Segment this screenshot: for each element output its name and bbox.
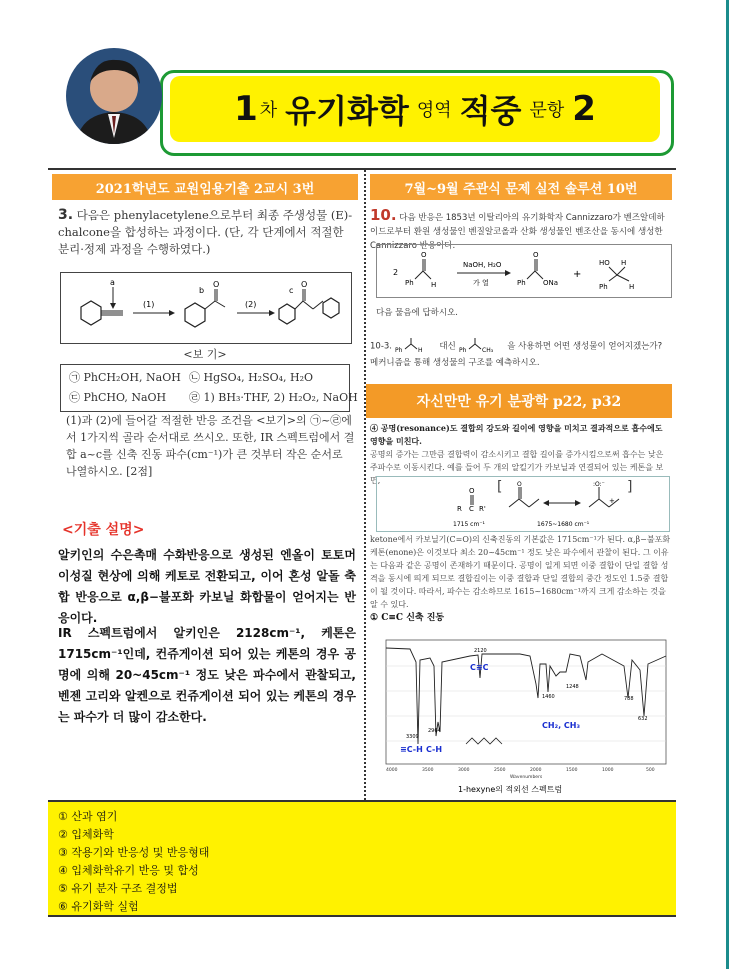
choice-4: ㉣ 1) BH₃·THF, 2) H₂O₂, NaOH	[189, 391, 358, 404]
topic-item: ④ 입체화학유기 반응 및 합성	[58, 864, 199, 877]
column-divider	[364, 170, 366, 800]
topic-item: ⑥ 유기화학 실험	[58, 900, 139, 913]
title-hit: 적중	[459, 92, 522, 130]
left-column-title: 2021학년도 교원임용기출 2교시 3번	[52, 174, 358, 200]
exam-question-text: 다음은 phenylacetylene으로부터 최종 주생성물 (E)-chalcone을 합성하는 과정이다. (단, 각 단계에서 적절한 분리·정제 과정을 수행하였다.)	[58, 208, 353, 256]
svg-text:Ph: Ph	[458, 347, 466, 354]
xtick-3500: 3500	[422, 768, 434, 773]
right-column-title: 7월~9월 주관식 문제 실전 솔루션 10번	[370, 174, 672, 200]
cannizzaro-box	[376, 244, 672, 298]
svg-text::O:⁻: :O:⁻	[593, 481, 605, 488]
x-axis-label: Wavenumbers	[510, 775, 543, 780]
svg-text:CH₃: CH₃	[481, 347, 493, 354]
peak-2964: 2964	[428, 728, 441, 734]
xtick-500: 500	[646, 768, 655, 773]
svg-text:H: H	[621, 259, 627, 267]
svg-text:ONa: ONa	[543, 279, 559, 287]
title-question: 문항	[529, 100, 565, 121]
choice-3: ㉢ PhCHO, NaOH	[69, 391, 167, 404]
sub-question-10-3	[370, 338, 670, 371]
sub-question-intro: 다음 물음에 답하시오.	[376, 308, 459, 318]
topic-item: ⑤ 유기 분자 구조 결정법	[58, 882, 178, 895]
page-edge-line	[726, 0, 729, 969]
title-cha: 차	[259, 100, 278, 121]
peak-1248: 1248	[566, 684, 579, 690]
explain-para-2: IR 스펙트럼에서 알키인은 2128cm⁻¹, 케톤은 1715cm⁻¹인데, 컨쥬게이션 되어 있는 케톤의 경우 공명에 의해 20~45cm⁻¹ 정도 낮은 파수에서 관찰되고, 벤젠 고리와 알켄으로 컨쥬게이션 되어 있는 케톤의 경우는 파수가 더 많이 감소한다.	[58, 626, 356, 724]
svg-text:O: O	[517, 481, 522, 488]
title-num: 1	[234, 89, 258, 129]
svg-text:]: ]	[627, 479, 633, 495]
explain-para-1: 알키인의 수은촉매 수화반응으로 생성된 엔올이 토토머 이성질 현상에 의해 케토로 전환되고, 이어 혼성 알돌 축합 반응으로 α,β−불포화 카보닐 화합물이 얻어지는 반응이다.	[58, 548, 356, 625]
page-title	[170, 76, 660, 142]
topic-item: ② 입체화학	[58, 828, 114, 841]
reagent-top: NaOH, H₂O	[463, 261, 502, 269]
xtick-4000: 4000	[386, 768, 398, 773]
peak-1460: 1460	[542, 694, 555, 700]
reaction-scheme-box	[60, 272, 352, 344]
svg-text:Ph: Ph	[405, 279, 414, 287]
acetophenone-icon	[459, 338, 505, 354]
exam-question	[58, 207, 358, 258]
fig-label-1715: 1715 cm⁻¹	[453, 521, 485, 528]
topic-item: ① 산과 염기	[58, 810, 118, 823]
book-title: 자신만만 유기 분광학 p22, p32	[366, 384, 672, 418]
choice-2: ㉡ HgSO₄, H₂SO₄, H₂O	[189, 371, 314, 384]
xtick-3000: 3000	[458, 768, 470, 773]
sub-question-10-3-num: 10-3.	[370, 341, 392, 352]
header-rule	[48, 168, 676, 170]
arrow-1-label: (1)	[143, 300, 155, 309]
annot-ch2-ch3: CH₂, CH₃	[542, 721, 580, 730]
svg-text:Ph: Ph	[394, 347, 403, 354]
section-cc-title: ① C≡C 신축 진동	[370, 613, 445, 623]
book-para-1: 공명의 증가는 그만큼 결합력이 감소시키고 결합 길이를 증가시킴으로써 흡수는 낮은 주파수로 이동시킨다. 예를 들어 두 개의 알킬기가 카보닐과 연결되어 있는 케톤을 보면,	[370, 450, 664, 485]
sub-question-10-3-a: 대신	[439, 341, 456, 352]
ir-spectrum-chart	[370, 636, 672, 796]
peak-632: 632	[638, 716, 648, 722]
reagent-bottom: 가 열	[473, 279, 489, 287]
title-subject: 유기화학	[285, 92, 409, 130]
annot-ch-alkyne: ≡C-H	[400, 745, 423, 754]
xtick-1500: 1500	[566, 768, 578, 773]
ir-spectrum	[370, 636, 672, 796]
peak-3309: 3309	[406, 734, 419, 740]
topic-item: ③ 작용기와 반응성 및 반응형태	[58, 846, 210, 859]
svg-text:HO: HO	[599, 259, 610, 267]
xtick-2000: 2000	[530, 768, 542, 773]
solution-question-number: 10.	[370, 206, 397, 224]
xtick-2500: 2500	[494, 768, 506, 773]
cannizzaro-coef: 2	[393, 268, 399, 277]
xtick-1000: 1000	[602, 768, 614, 773]
svg-text:H: H	[417, 347, 423, 354]
ir-caption: 1-hexyne의 적외선 스펙트럼	[458, 785, 563, 794]
peak-788: 788	[624, 696, 634, 702]
sub-question-10-3-b: 을 사용하면 어떤 생성물이 얻어지겠는가? 메커니즘을 통해 생성물의 구조를 예측하시오.	[370, 341, 663, 368]
annot-cc: C≡C	[470, 663, 489, 672]
svg-text:+: +	[573, 269, 582, 280]
avatar	[66, 48, 162, 144]
svg-text:O: O	[421, 251, 427, 259]
svg-text:+: +	[609, 497, 615, 505]
solution-question-text: 다음 반응은 1853년 이탈리아의 유기화학자 Cannizzaro가 벤즈알데하이드로부터 환원 생성물인 벤질알코올과 산화 생성물인 벤조산을 동시에 생성한 Cannizzaro 반응이다.	[370, 213, 665, 251]
fig-label-1675: 1675~1680 cm⁻¹	[537, 521, 590, 528]
label-b: b	[199, 286, 205, 295]
svg-text:C: C	[469, 505, 474, 513]
annot-ch: C-H	[426, 745, 443, 754]
svg-text:R: R	[457, 505, 462, 513]
arrow-2-label: (2)	[245, 300, 257, 309]
svg-text:H: H	[431, 281, 437, 289]
exam-question-tail: (1)과 (2)에 들어갈 적절한 반응 조건을 <보기>의 ㉠~㉣에서 1가지씩 골라 순서대로 쓰시오. 또한, IR 스펙트럼에서 결합 a~c를 신축 진동 파수(cm⁻¹)가 큰 것부터 작은 순서로 나열하시오. [2점]	[66, 414, 355, 478]
bogi-title: <보 기>	[183, 348, 227, 361]
svg-text:Ph: Ph	[517, 279, 526, 287]
explain-title: <기출 설명>	[62, 522, 145, 538]
svg-text:[: [	[497, 479, 503, 495]
choice-1: ㉠ PhCH₂OH, NaOH	[69, 371, 181, 384]
svg-text:O: O	[533, 251, 539, 259]
resonance-figure	[376, 476, 670, 532]
title-area: 영역	[416, 100, 452, 121]
benzaldehyde-icon	[395, 338, 437, 354]
svg-text:O: O	[301, 280, 308, 289]
label-a: a	[110, 278, 115, 287]
peak-2120: 2120	[474, 648, 487, 654]
bogi-box	[60, 346, 358, 412]
reaction-scheme	[61, 273, 351, 343]
svg-text:H: H	[629, 283, 635, 291]
label-c: c	[289, 286, 294, 295]
svg-text:Ph: Ph	[599, 283, 608, 291]
title-count: 2	[572, 89, 596, 129]
exam-question-number: 3.	[58, 207, 74, 223]
book-head: ④ 공명(resonance)도 결합의 강도와 길이에 영향을 미치고 결과적으로 흡수에도 영향을 미친다.	[370, 423, 663, 446]
topic-list	[48, 800, 676, 917]
cannizzaro-scheme	[377, 245, 671, 297]
book-para-2: ketone에서 카보닐기(C=O)의 신축진동의 기본값은 1715cm⁻¹가 된다. α,β−불포화 케톤(enone)은 이것보다 최소 20~45cm⁻¹ 정도 낮은 파수에서 관찰이 된다. 그 이유는 다음과 같은 공명이 존재하기 때문이다. 공명이 일게 되면 이중 결합이 단일 결합 성격을 동시에 띄게 되므로 결합길이는 이중 결합과 단일 결합의 중간 정도인 1.5중 결합이 될 것이다. 따라서, 파수는 감소하므로 1615~1680cm⁻¹까지 크게 감소하는 것을 알 수 있다.	[370, 535, 671, 609]
svg-text:O: O	[213, 280, 220, 289]
svg-text:O: O	[469, 487, 475, 495]
svg-text:R': R'	[479, 505, 486, 513]
